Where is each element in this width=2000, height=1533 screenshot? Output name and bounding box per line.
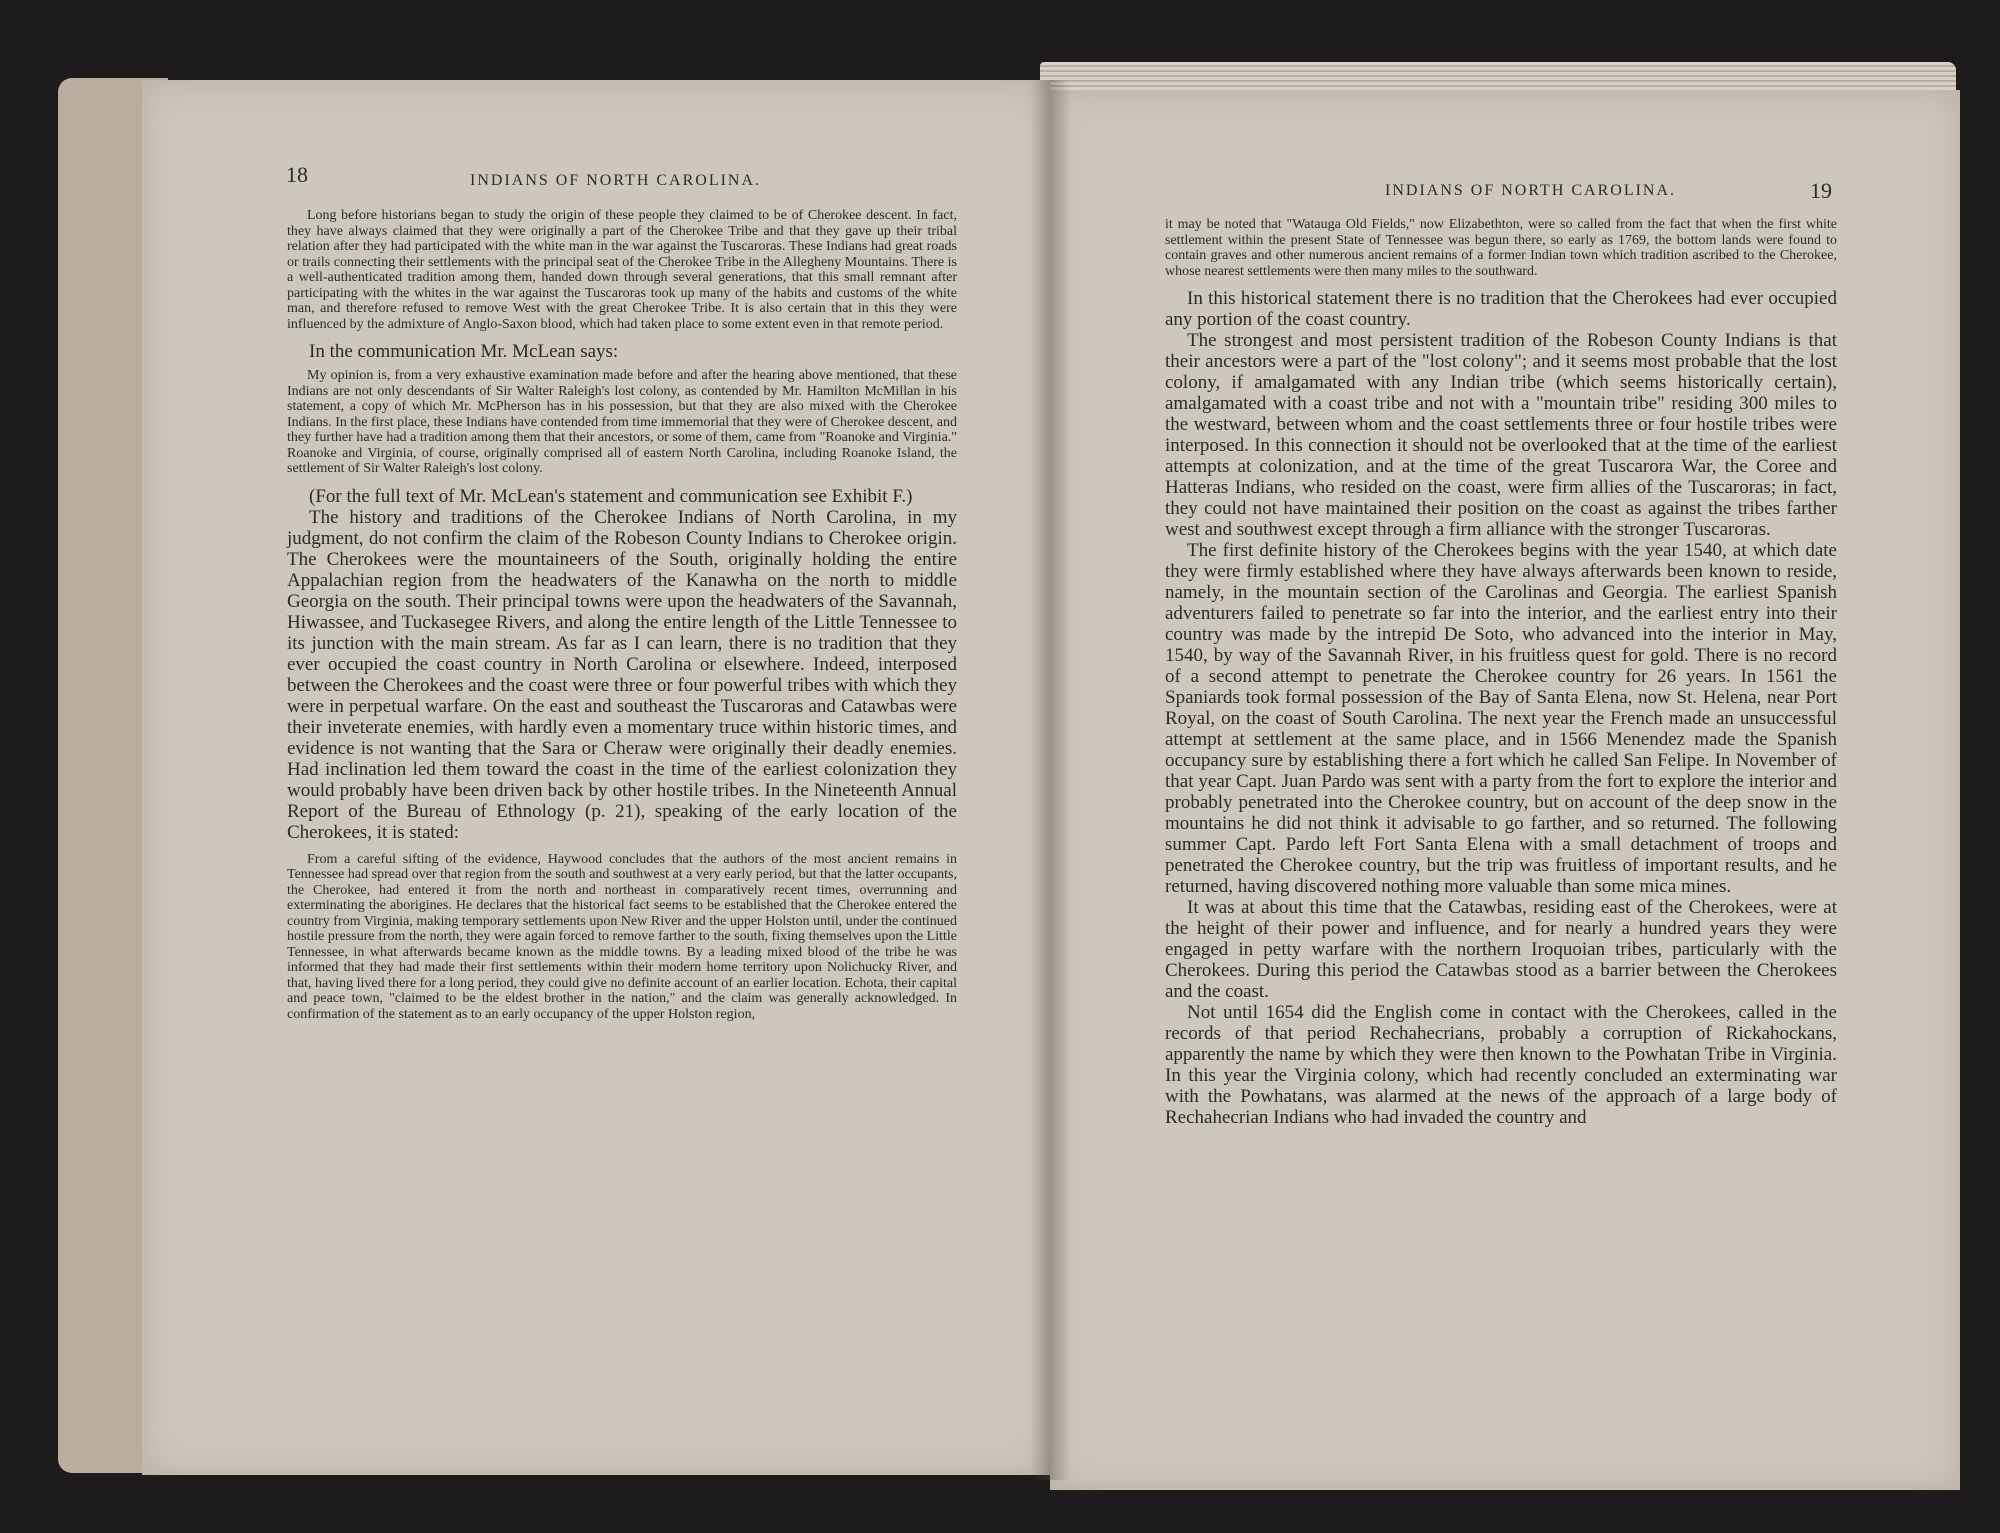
right-running-head: INDIANS OF NORTH CAROLINA. — [1385, 182, 1677, 199]
right-paragraph-6: Not until 1654 did the English come in contact with the Cherokees, called in the records of that period Rechahecrians, probably a corruption of Rickahockans, apparently the name by which they were then known to the Powhatan Tribe in Virginia. In this year the Virginia colony, which had recently concluded an exterminating war with the Powhatans, was alarmed at the news of the approach of a large body of Rechahecrian Indians who had invaded the country and — [1165, 1002, 1837, 1128]
left-paragraph-2: In the communication Mr. McLean says: — [309, 341, 619, 362]
book-gutter — [1030, 80, 1070, 1480]
page-stack-edge — [1040, 62, 1956, 92]
right-text-column — [1165, 217, 1837, 1128]
left-paragraph-5: The history and traditions of the Cherokee Indians of North Carolina, in my judgment, do not confirm the claim of the Robeson County Indians to Cherokee origin. The Cherokees were the mountaineers of the South, originally holding the entire Appalachian region from the headwaters of the Kanawha on the north to middle Georgia on the south. Their principal towns were upon the headwaters of the Savannah, Hiwassee, and Tuckasegee Rivers, and along the entire length of the Little Tennessee to its junction with the main stream. As far as I can learn, there is no tradition that they ever occupied the coast country in North Carolina or elsewhere. Indeed, interposed between the Cherokees and the coast were three or four powerful tribes with which they were in perpetual warfare. On the east and southeast the Tuscaroras and Catawbas were their inveterate enemies, with hardly even a momentary truce within historic times, and evidence is not wanting that the Sara or Cheraw were originally their deadly enemies. Had inclination led them toward the coast in the time of the earliest colonization they would probably have been driven back by other hostile tribes. In the Nineteenth Annual Report of the Bureau of Ethnology (p. 21), speaking of the early location of the Cherokees, it is stated: — [287, 506, 957, 843]
left-quote-mclean: My opinion is, from a very exhaustive examination made before and after the hearing above mentioned, that these Indians are not only descendants of Sir Walter Raleigh's lost colony, as contended by Mr. Hamilton McMillan in his statement, a copy of which Mr. McPherson has in his possession, but that they are also mixed with the Cherokee Indians. In the first place, these Indians have contended from time immemorial that they were of Cherokee descent, and they further have had a tradition among them that their ancestors, or some of them, came from "Roanoke and Virginia." Roanoke and Virginia, of course, originally comprised all of eastern North Carolina, including Roanoke Island, the settlement of Sir Walter Raleigh's lost colony. — [287, 368, 957, 476]
right-page-number: 19 — [1810, 178, 1832, 203]
left-quote-ethnology: From a careful sifting of the evidence, Haywood concludes that the authors of the most ancient remains in Tennessee had spread over that region from the south and southwest at a very early period, but that the latter occupants, the Cherokee, had entered it from the north and northeast in comparatively recent times, overrunning and exterminating the aborigines. He declares that the historical fact seems to be established that the Cherokee entered the country from Virginia, making temporary settlements upon New River and the upper Holston until, under the continued hostile pressure from the north, they were again forced to remove farther to the south, fixing themselves upon the Little Tennessee, in what afterwards became known as the middle towns. By a leading mixed blood of the tribe he was informed that they had made their first settlements within their modern home territory upon Nolichucky River, and that, having lived there for a long period, they could give no definite account of an earlier location. Echota, their capital and peace town, "claimed to be the eldest brother in the nation," and the claim was generally acknowledged. In confirmation of the statement as to an early occupancy of the upper Holston region, — [287, 851, 957, 1022]
right-quote-continuation: it may be noted that "Watauga Old Fields," now Elizabethton, were so called from the fact that when the first white settlement within the present State of Tennessee was begun there, so early as 1769, the bottom lands were found to contain graves and other numerous ancient remains of a former Indian town which tradition ascribed to the Cherokee, whose nearest settlements were then many miles to the southward. — [1165, 217, 1837, 279]
left-page-number: 18 — [286, 162, 308, 187]
left-paragraph-1: Long before historians began to study the origin of these people they claimed to be of Cherokee descent. In fact, they have always claimed that they were originally a part of the Cherokee Tribe and that they gave up their tribal relation after they had participated with the white man in the war against the Tuscaroras. These Indians had great roads or trails connecting their settlements with the principal seat of the Cherokee Tribe in the Allegheny Mountains. There is a well-authenticated tradition among them, handed down through several generations, that this small remnant after participating with the whites in the war against the Tuscaroras took up many of the habits and customs of the white man, and therefore refused to remove West with the great Cherokee Tribe. It is also certain that in this they were influenced by the admixture of Anglo-Saxon blood, which had taken place to some extent even in that remote period. — [287, 208, 957, 332]
left-running-head: INDIANS OF NORTH CAROLINA. — [470, 172, 762, 189]
right-paragraph-4: The first definite history of the Cherokees begins with the year 1540, at which date they were firmly established where they have always afterwards been known to reside, namely, in the mountain section of the Carolinas and Georgia. The earliest Spanish adventurers failed to penetrate so far into the interior, and the earliest entry into their country was made by the intrepid De Soto, who advanced into the interior in May, 1540, by way of the Savannah River, in his fruitless quest for gold. There is no record of a second attempt to penetrate the Cherokee country for 26 years. In 1561 the Spaniards took formal possession of the Bay of Santa Elena, now St. Helena, near Port Royal, on the coast of South Carolina. The next year the French made an unsuccessful attempt at settlement at the same place, and in 1566 Menendez made the Spanish occupancy sure by establishing there a fort which he called San Felipe. In November of that year Capt. Juan Pardo was sent with a party from the fort to explore the interior and probably penetrated into the Cherokee country, but on account of the deep snow in the mountains he did not think it advisable to go farther, and so returned. The following summer Capt. Pardo left Fort Santa Elena with a small detachment of troops and penetrated the Cherokee country, but the trip was fruitless of important results, and he returned, having discovered nothing more valuable than some mica mines. — [1165, 540, 1837, 897]
right-paragraph-5: It was at about this time that the Catawbas, residing east of the Cherokees, were at the height of their power and influence, and for nearly a hundred years they were engaged in petty warfare with the northern Iroquoian tribes, particularly with the Cherokees. During this period the Catawbas stood as a barrier between the Cherokees and the coast. — [1165, 897, 1837, 1002]
left-text-column — [287, 208, 957, 1022]
left-paragraph-4: (For the full text of Mr. McLean's statement and communication see Exhibit F.) — [309, 485, 913, 507]
right-paragraph-3: The strongest and most persistent tradition of the Robeson County Indians is that their ancestors were a part of the "lost colony"; and it seems most probable that the lost colony, if amalgamated with any Indian tribe (which seems historically certain), amalgamated with a coast tribe and not with a "mountain tribe" residing 300 miles to the westward, between whom and the coast settlements three or four hostile tribes were interposed. In this connection it should not be overlooked that at the time of the earliest attempts at colonization, and at the time of the great Tuscarora War, the Coree and Hatteras Indians, who resided on the coast, were firm allies of the Tuscaroras; in fact, they could not have maintained their position on the coast as against the tribes farther west and southwest except through a firm alliance with the stronger Tuscaroras. — [1165, 330, 1837, 540]
right-paragraph-2: In this historical statement there is no tradition that the Cherokees had ever occupied any portion of the coast country. — [1165, 288, 1837, 330]
